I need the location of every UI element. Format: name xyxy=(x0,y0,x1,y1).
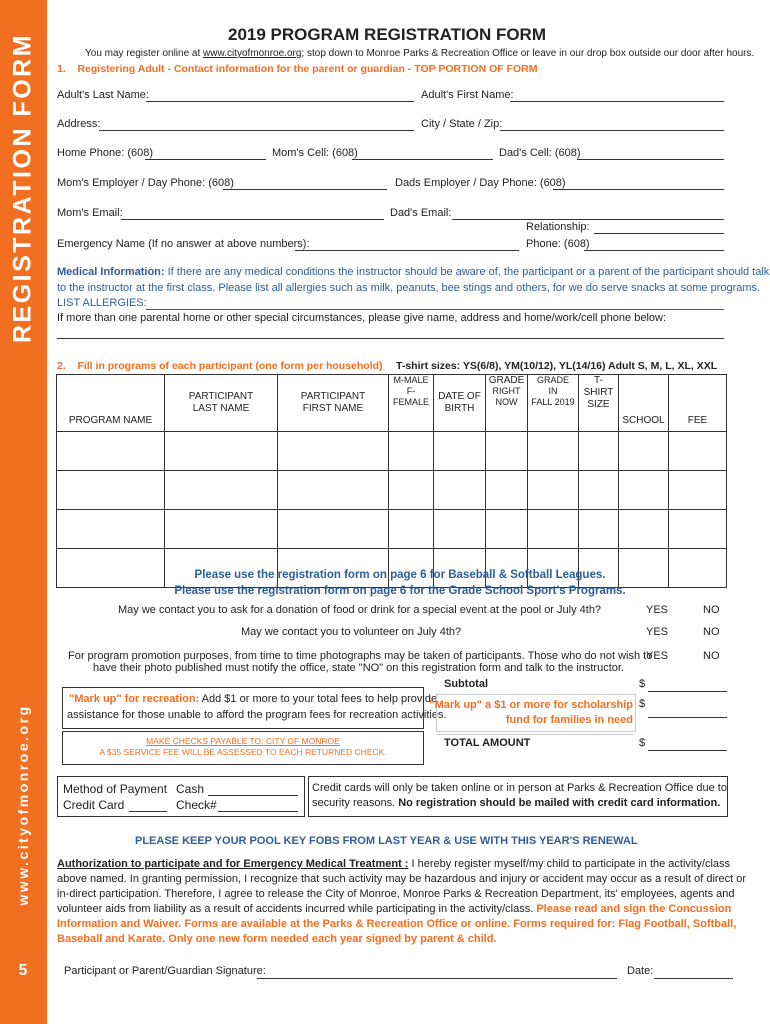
credit-note-line1: Credit cards will only be taken online or in person at Parks & Recreation Office due to xyxy=(312,782,727,794)
authorization-line1: Authorization to participate and for Emergency Medical Treatment : I hereby register myself/my child to participate in the activity/class xyxy=(57,858,731,870)
label-emergency-name: Emergency Name (If no answer at above numbers): xyxy=(57,238,310,250)
col-fee: FEE xyxy=(669,375,727,432)
label-relationship: Relationship: xyxy=(526,221,590,233)
signature-label: Participant or Parent/Guardian Signature: xyxy=(64,965,266,977)
payment-method-box xyxy=(57,776,305,817)
website-link[interactable]: www.cityofmonroe.org xyxy=(203,48,302,59)
sidebar-title: REGISTRATION FORM xyxy=(8,32,37,344)
adult-last-name-field[interactable] xyxy=(146,101,414,102)
authorization-line5: Information and Waiver. Forms are available at the Parks & Recreation Office or online. Forms required for: Flag Football, Softball, xyxy=(57,918,737,930)
credit-card-label: Credit Card xyxy=(63,798,125,812)
label-moms-employer: Mom's Employer / Day Phone: (608) xyxy=(57,177,234,189)
authorization-line2: above named. In granting permission, I recognize that such activity may be hazardous and injury or accident may occur as a result of direct or xyxy=(57,873,747,885)
tshirt-sizes: T-shirt sizes: YS(6/8), YM(10/12), YL(14/16) Adult S, M, L, XL, XXL xyxy=(396,360,718,372)
payment-method-label: Method of Payment xyxy=(63,782,168,796)
parental-home-field[interactable] xyxy=(57,338,724,339)
total-amount-field[interactable] xyxy=(648,750,727,751)
table-row[interactable] xyxy=(57,549,727,588)
checks-payable-box xyxy=(62,731,424,765)
allergies-field[interactable] xyxy=(146,309,724,310)
donation-no[interactable]: NO xyxy=(703,604,720,616)
markup-recreation-box xyxy=(62,687,447,729)
scholarship-field[interactable] xyxy=(648,717,727,718)
table-row[interactable] xyxy=(57,510,727,549)
total-divider xyxy=(436,734,634,735)
label-allergies: LIST ALLERGIES: xyxy=(57,297,147,309)
credit-note-line2: security reasons. No registration should be mailed with credit card information. xyxy=(312,797,721,809)
home-phone-field[interactable] xyxy=(145,159,266,160)
donation-yes[interactable]: YES xyxy=(646,604,669,616)
section1-heading: 1. Registering Adult - Contact information for the parent or guardian - TOP PORTION OF FORM xyxy=(57,63,538,75)
total-amount-label: TOTAL AMOUNT xyxy=(444,737,531,749)
baseball-notice: Please use the registration form on page 6 for Baseball & Softball Leagues. xyxy=(194,569,606,581)
photo-no[interactable]: NO xyxy=(703,650,720,662)
city-state-zip-field[interactable] xyxy=(500,130,724,131)
emergency-phone-field[interactable] xyxy=(584,250,724,251)
check-number-field[interactable] xyxy=(218,811,298,812)
moms-cell-field[interactable] xyxy=(352,159,493,160)
program-table xyxy=(56,374,727,588)
page-number: 5 xyxy=(18,962,28,979)
credit-card-field[interactable] xyxy=(129,811,167,812)
adult-first-name-field[interactable] xyxy=(510,101,724,102)
label-city-state-zip: City / State / Zip: xyxy=(421,118,503,130)
photo-question-line2: have their photo published must notify the office, state "NO" on this registration form and talk to the instructor. xyxy=(93,662,624,674)
col-sex: M-MALE F- FEMALE xyxy=(389,375,434,432)
col-school: SCHOOL xyxy=(619,375,669,432)
emergency-name-field[interactable] xyxy=(295,250,519,251)
pool-notice: PLEASE KEEP YOUR POOL KEY FOBS FROM LAST YEAR & USE WITH THIS YEAR'S RENEWAL xyxy=(135,835,638,847)
label-emergency-phone: Phone: (608) xyxy=(526,238,590,250)
check-label: Check# xyxy=(176,798,217,812)
grade-school-notice: Please use the registration form on page 6 for the Grade School Sport's Programs. xyxy=(174,585,626,597)
markup-sch-line2: fund for families in need xyxy=(505,714,633,726)
medical-info-line1: Medical Information: If there are any medical conditions the instructor should be aware of, the participant or a parent of the participant should talk xyxy=(57,266,770,278)
sidebar xyxy=(0,0,47,1024)
table-header-row xyxy=(57,375,727,432)
volunteer-question: May we contact you to volunteer on July 4th? xyxy=(241,626,462,638)
label-dads-employer: Dads Employer / Day Phone: (608) xyxy=(395,177,566,189)
col-participant-last: PARTICIPANT LAST NAME xyxy=(165,375,278,432)
markup-rec-line2: assistance for those unable to afford the program fees for recreation activities. xyxy=(67,709,447,721)
dads-employer-field[interactable] xyxy=(553,189,724,190)
label-home-phone: Home Phone: (608) xyxy=(57,147,153,159)
label-dads-cell: Dad's Cell: (608) xyxy=(499,147,581,159)
section2-heading: 2. Fill in programs of each participant (one form per household) xyxy=(57,360,383,372)
markup-rec-line1: "Mark up" for recreation: Add $1 or more to your total fees to help provide xyxy=(69,693,438,705)
scholarship-dollar: $ xyxy=(639,698,646,710)
label-moms-email: Mom's Email: xyxy=(57,207,123,219)
label-adult-first-name: Adult's First Name: xyxy=(421,89,514,101)
authorization-line4: volunteer aids from liability as a result of accidents incurred while participating in the activity/class. Please read and sign the Concussion xyxy=(57,903,732,915)
col-tshirt-size: T- SHIRT SIZE xyxy=(579,375,619,432)
authorization-line6: Baseball and Karate. Only one new form needed each year signed by parent & child. xyxy=(57,933,497,945)
markup-scholarship-box xyxy=(429,694,636,732)
volunteer-yes[interactable]: YES xyxy=(646,626,669,638)
subtotal-label: Subtotal xyxy=(444,678,488,690)
label-address: Address: xyxy=(57,118,101,130)
markup-sch-line1: "Mark up" a $1 or more for scholarship xyxy=(429,699,633,711)
checks-line2: A $35 SERVICE FEE WILL BE ASSESSED TO EACH RETURNED CHECK. xyxy=(99,747,387,757)
intro-text: You may register online at www.cityofmonroe.org; stop down to Monroe Parks & Recreation Office or leave in our drop box outside our door after hours. xyxy=(85,48,755,59)
date-field[interactable] xyxy=(654,978,733,979)
volunteer-no[interactable]: NO xyxy=(703,626,720,638)
label-dads-email: Dad's Email: xyxy=(390,207,452,219)
label-adult-last-name: Adult's Last Name: xyxy=(57,89,149,101)
dads-email-field[interactable] xyxy=(452,219,724,220)
table-row[interactable] xyxy=(57,471,727,510)
total-dollar: $ xyxy=(639,737,646,749)
col-grade-fall: GRADE IN FALL 2019 xyxy=(528,375,579,432)
credit-note-box xyxy=(308,776,728,817)
sidebar-url: www.cityofmonroe.org xyxy=(15,704,31,906)
parental-home-text: If more than one parental home or other special circumstances, please give name, address and home/work/cell phone below: xyxy=(57,312,667,324)
date-label: Date: xyxy=(627,965,654,977)
page-title: 2019 PROGRAM REGISTRATION FORM xyxy=(228,25,546,44)
moms-employer-field[interactable] xyxy=(223,189,387,190)
cash-label: Cash xyxy=(176,782,205,796)
authorization-line3: in-direct participation. Therefore, I agree to release the City of Monroe, Monroe Parks & Recreation Department, its' employees, agents and xyxy=(57,888,735,900)
label-moms-cell: Mom's Cell: (608) xyxy=(272,147,358,159)
photo-yes[interactable]: YES xyxy=(646,650,669,662)
relationship-field[interactable] xyxy=(594,233,724,234)
col-participant-first: PARTICIPANT FIRST NAME xyxy=(278,375,389,432)
subtotal-dollar: $ xyxy=(639,678,646,690)
moms-email-field[interactable] xyxy=(121,219,384,220)
cash-field[interactable] xyxy=(208,795,298,796)
signature-field[interactable] xyxy=(257,978,617,979)
table-row[interactable] xyxy=(57,432,727,471)
checks-line1: MAKE CHECKS PAYABLE TO: CITY OF MONROE xyxy=(146,736,340,746)
col-date-of-birth: DATE OF BIRTH xyxy=(434,375,486,432)
donation-question: May we contact you to ask for a donation of food or drink for a special event at the pool or July 4th? xyxy=(118,604,602,616)
address-field[interactable] xyxy=(99,130,414,131)
medical-info-line2: to the instructor at the first class. Please list all allergies such as milk, peanuts, bee stings and others, for we do serve snacks at some programs. xyxy=(57,282,761,294)
photo-question-line1: For program promotion purposes, from time to time photographs may be taken of participants. Those who do not wish to xyxy=(68,650,653,662)
dads-cell-field[interactable] xyxy=(577,159,724,160)
col-program-name: PROGRAM NAME xyxy=(57,375,165,432)
subtotal-field[interactable] xyxy=(648,691,727,692)
col-grade-now: GRADE RIGHT NOW xyxy=(486,375,528,432)
